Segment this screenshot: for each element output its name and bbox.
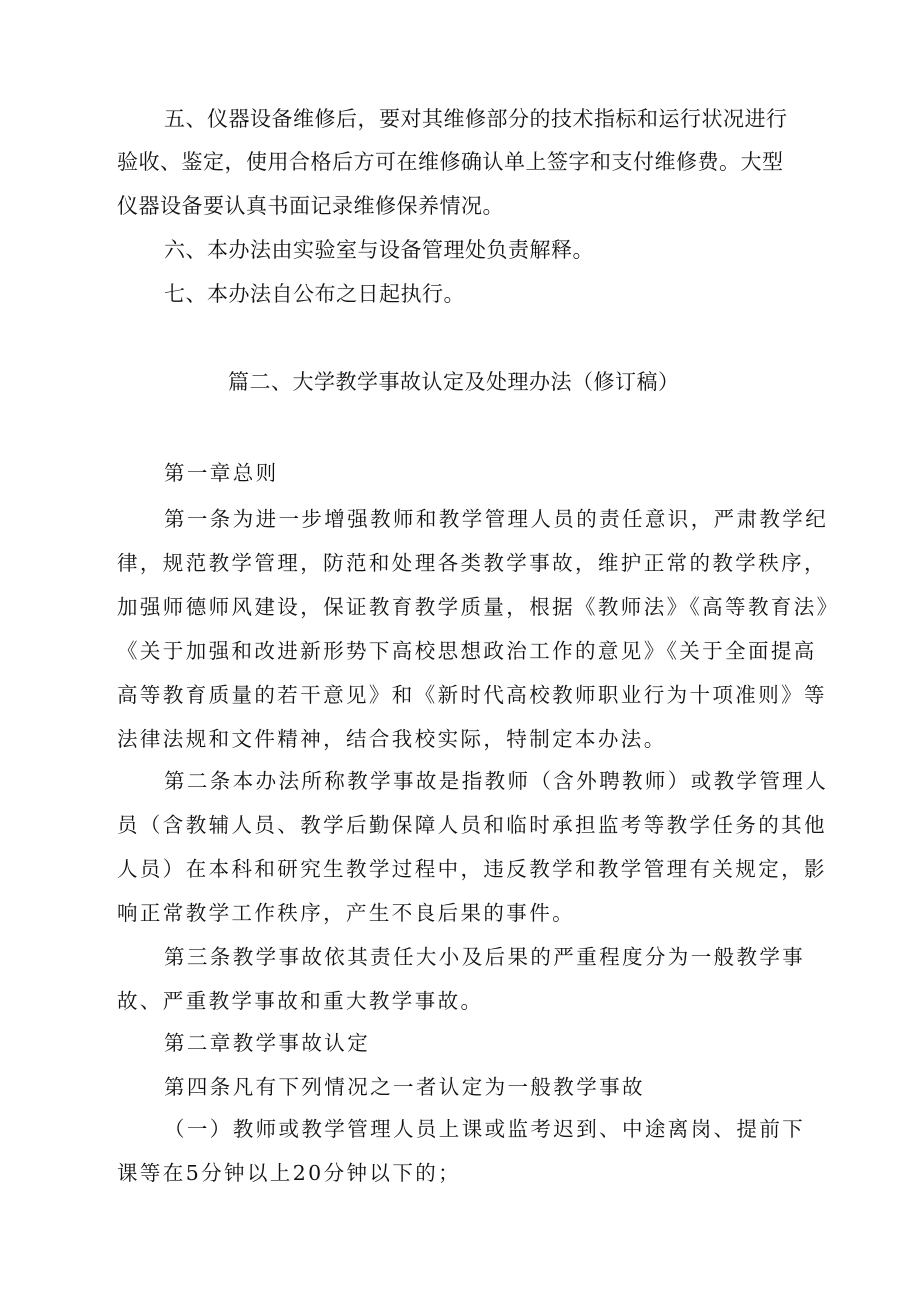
article1-line: 加强师德师风建设，保证教育教学质量，根据《教师法》《高等教育法》 <box>117 595 840 619</box>
article3-line: 第三条教学事故依其责任大小及后果的严重程度分为一般教学事 <box>164 945 806 969</box>
article2-line: 员（含教辅人员、教学后勤保障人员和临时承担监考等教学任务的其他 <box>117 813 827 837</box>
article1-line: 第一条为进一步增强教师和教学管理人员的责任意识，严肃教学纪 <box>164 507 829 531</box>
chapter2-heading: 第二章教学事故认定 <box>164 1031 371 1055</box>
article4: 第四条凡有下列情况之一者认定为一般教学事故 <box>164 1075 645 1099</box>
para5-line1: 五、仪器设备维修后，要对其维修部分的技术指标和运行状况进行 <box>164 107 788 131</box>
article2-line: 响正常教学工作秩序，产生不良后果的事件。 <box>117 901 575 925</box>
para5-line3: 仪器设备要认真书面记录维修保养情况。 <box>117 194 504 218</box>
article3-line: 故、严重教学事故和重大教学事故。 <box>117 989 484 1013</box>
article1-line: 高等教育质量的若干意见》和《新时代高校教师职业行为十项准则》等 <box>117 683 827 707</box>
para7: 七、本办法自公布之日起执行。 <box>164 282 465 306</box>
article1-line: 律，规范教学管理，防范和处理各类教学事故，维护正常的教学秩序， <box>117 551 827 575</box>
chapter1-heading: 第一章总则 <box>164 461 279 485</box>
article1-line: 《关于加强和改进新形势下高校思想政治工作的意见》《关于全面提高 <box>117 639 817 663</box>
article1-line: 法律法规和文件精神，结合我校实际，特制定本办法。 <box>117 727 667 751</box>
section-title: 篇二、大学教学事故认定及处理办法（修订稿） <box>228 370 680 394</box>
article2-line: 第二条本办法所称教学事故是指教师（含外聘教师）或教学管理人 <box>164 769 829 793</box>
para5-line2: 验收、鉴定，使用合格后方可在维修确认单上签字和支付维修费。大型 <box>117 150 784 174</box>
item1-line: 课等在5分钟以上20分钟以下的； <box>117 1161 462 1185</box>
item1-line: （一）教师或教学管理人员上课或监考迟到、中途离岗、提前下 <box>164 1117 806 1141</box>
article2-line: 人员）在本科和研究生教学过程中，违反教学和教学管理有关规定，影 <box>117 857 827 881</box>
para6: 六、本办法由实验室与设备管理处负责解释。 <box>164 238 594 262</box>
